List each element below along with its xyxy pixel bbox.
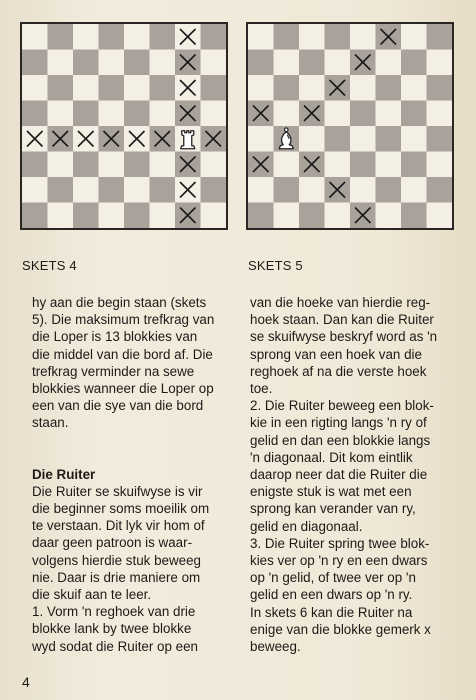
board-square — [201, 75, 227, 101]
chessboard-sketch-4 — [20, 22, 228, 230]
board-square — [325, 24, 351, 50]
text-line: blokkies wanneer die Loper op — [32, 381, 214, 397]
board-square — [350, 177, 376, 203]
board-square — [73, 203, 99, 229]
board-square — [22, 50, 48, 76]
board-square — [201, 50, 227, 76]
board-square — [274, 75, 300, 101]
board-square — [401, 24, 427, 50]
board-square — [248, 24, 274, 50]
board-square — [274, 24, 300, 50]
board-square — [48, 152, 74, 178]
board-square — [201, 101, 227, 127]
text-line: 2. Die Ruiter beweeg een blok- — [250, 398, 434, 414]
board-square — [401, 50, 427, 76]
board-square — [22, 152, 48, 178]
board-square — [150, 177, 176, 203]
board-square — [48, 75, 74, 101]
text-line: sprong van een hoek van die — [250, 346, 422, 362]
chessboard-sketch-5 — [246, 22, 454, 230]
board-square — [350, 126, 376, 152]
board-square — [274, 152, 300, 178]
text-line: die middel van die bord af. Die — [32, 346, 213, 362]
board-square — [299, 50, 325, 76]
text-line: te verstaan. Dit lyk vir hom of — [32, 518, 205, 534]
text-line: 'n diagonaal. Dit kom eintlik — [250, 449, 413, 465]
board-square — [274, 203, 300, 229]
board-square — [325, 203, 351, 229]
text-line: op 'n gelid, of twee ver op 'n — [250, 570, 416, 586]
board-square — [427, 177, 453, 203]
board-square — [427, 101, 453, 127]
section-heading-die-ruiter: Die Ruiter — [32, 466, 96, 482]
board-square — [73, 152, 99, 178]
board-square — [401, 126, 427, 152]
text-line: 3. Die Ruiter spring twee blok- — [250, 535, 430, 551]
board-square — [427, 203, 453, 229]
text-line: die Loper is 13 blokkies van — [32, 329, 198, 345]
board-square — [350, 152, 376, 178]
text-line: In skets 6 kan die Ruiter na — [250, 604, 413, 620]
board-square — [201, 152, 227, 178]
board-square — [201, 24, 227, 50]
board-square — [248, 75, 274, 101]
text-line: sprong kan verander van ry, — [250, 501, 416, 517]
board-square — [201, 203, 227, 229]
board-square — [22, 203, 48, 229]
right-column — [250, 294, 462, 655]
board-square — [99, 203, 125, 229]
board-square — [325, 152, 351, 178]
text-line: hy aan die begin staan (skets — [32, 295, 207, 310]
text-line: nie. Daar is drie maniere om — [32, 569, 201, 585]
board-square — [99, 177, 125, 203]
text-line: staan. — [32, 415, 69, 431]
board-square — [401, 177, 427, 203]
board-square — [73, 24, 99, 50]
board-square — [248, 177, 274, 203]
text-line: gelid en dan een blokkie langs — [250, 432, 431, 448]
board-square — [22, 75, 48, 101]
board-square — [299, 24, 325, 50]
board-square — [48, 101, 74, 127]
left-column — [32, 294, 244, 655]
board-square — [248, 126, 274, 152]
chessboard-grid — [248, 24, 452, 228]
chessboard-grid — [22, 24, 226, 228]
board-square — [124, 24, 150, 50]
board-square — [48, 203, 74, 229]
text-line: van die hoeke van hierdie reg- — [250, 295, 431, 310]
board-square — [150, 24, 176, 50]
board-square — [427, 24, 453, 50]
board-square — [73, 101, 99, 127]
board-square — [124, 75, 150, 101]
board-square — [274, 101, 300, 127]
text-line: volgens hierdie stuk beweeg — [32, 552, 201, 568]
board-square — [124, 177, 150, 203]
board-square — [73, 177, 99, 203]
board-square — [150, 203, 176, 229]
board-square — [325, 126, 351, 152]
text-line: toe. — [250, 381, 273, 397]
text-line: beweeg. — [250, 639, 301, 655]
board-square — [427, 152, 453, 178]
board-square — [274, 50, 300, 76]
text-line: daar geen patroon is waar- — [32, 535, 193, 551]
board-square — [376, 50, 402, 76]
text-line: die skuif aan te leer. — [32, 587, 152, 603]
text-line: een van die sye van die bord — [32, 398, 204, 414]
board-square — [376, 152, 402, 178]
board-square — [150, 50, 176, 76]
text-line: enigste stuk is wat met een — [250, 484, 412, 500]
page-number: 4 — [22, 674, 30, 690]
text-line: kie in een rigting langs 'n ry of — [250, 415, 427, 431]
board-square — [99, 75, 125, 101]
board-square — [274, 177, 300, 203]
board-square — [73, 75, 99, 101]
board-square — [124, 203, 150, 229]
text-line: 5). Die maksimum trefkrag van — [32, 312, 215, 328]
board-square — [48, 24, 74, 50]
board-square — [22, 24, 48, 50]
board-square — [73, 50, 99, 76]
board-square — [350, 24, 376, 50]
board-square — [325, 50, 351, 76]
board-square — [350, 75, 376, 101]
board-square — [376, 203, 402, 229]
board-square — [427, 50, 453, 76]
board-square — [22, 177, 48, 203]
board-square — [376, 126, 402, 152]
text-line: 1. Vorm 'n reghoek van drie — [32, 604, 196, 620]
board-square — [99, 152, 125, 178]
board-square — [99, 50, 125, 76]
board-square — [299, 126, 325, 152]
board-square — [124, 101, 150, 127]
text-line: daarop neer dat die Ruiter die — [250, 467, 428, 483]
text-line: kies ver op 'n ry en een dwars — [250, 553, 428, 569]
board-square — [401, 75, 427, 101]
board-square — [150, 75, 176, 101]
text-line: Die Ruiter se skuifwyse is vir — [32, 483, 203, 499]
text-line: die beginner soms moeilik om — [32, 501, 210, 517]
board-square — [99, 101, 125, 127]
text-line: wyd sodat die Ruiter op een — [32, 638, 198, 654]
text-line: blokke lank by twee blokke — [32, 621, 192, 637]
board-square — [376, 101, 402, 127]
text-line: hoek staan. Dan kan die Ruiter — [250, 312, 434, 328]
text-line: enige van die blokke gemerk x — [250, 621, 431, 637]
board-square — [376, 75, 402, 101]
board-square — [124, 50, 150, 76]
board-square — [299, 177, 325, 203]
board-square — [401, 203, 427, 229]
board-square — [376, 177, 402, 203]
board-square — [427, 126, 453, 152]
board-square — [124, 152, 150, 178]
board-square — [22, 101, 48, 127]
text-line: trefkrag verminder na sewe — [32, 363, 195, 379]
board-square — [150, 101, 176, 127]
text-line: se skuifwyse beskryf word as 'n — [250, 329, 438, 345]
text-line: gelid en diagonaal. — [250, 518, 363, 534]
sketch-4-caption: SKETS 4 — [22, 258, 77, 273]
board-square — [325, 101, 351, 127]
board-square — [401, 152, 427, 178]
board-square — [248, 50, 274, 76]
board-square — [48, 177, 74, 203]
board-square — [401, 101, 427, 127]
board-square — [299, 203, 325, 229]
board-square — [350, 101, 376, 127]
board-square — [150, 152, 176, 178]
board-square — [427, 75, 453, 101]
text-line: reghoek af na die verste hoek — [250, 363, 427, 379]
board-square — [201, 177, 227, 203]
board-square — [99, 24, 125, 50]
sketch-5-caption: SKETS 5 — [248, 258, 303, 273]
text-line: gelid en een dwars op 'n ry. — [250, 587, 413, 603]
board-square — [299, 75, 325, 101]
board-square — [248, 203, 274, 229]
board-square — [48, 50, 74, 76]
